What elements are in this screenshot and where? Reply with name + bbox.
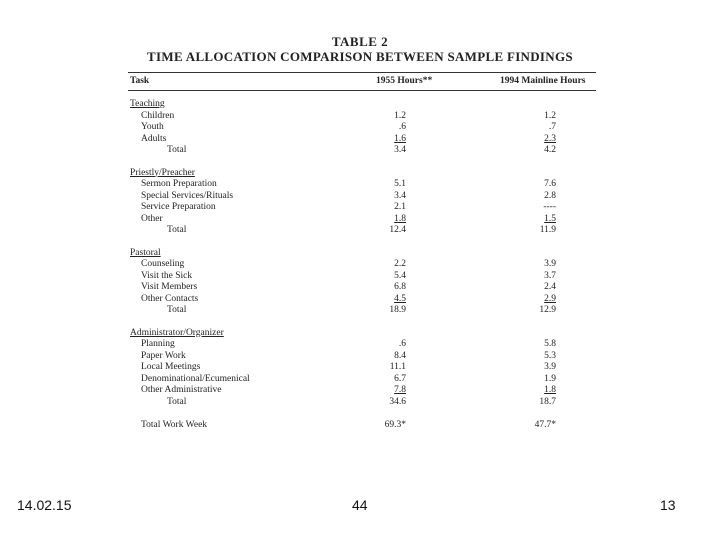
section-heading xyxy=(0,98,720,110)
row-label: Total xyxy=(167,225,187,235)
value-1994: 4.2 xyxy=(544,145,556,155)
row-label: Adults xyxy=(141,133,167,144)
value-1955: 1.6 xyxy=(394,133,406,144)
value-1994: 1.2 xyxy=(544,110,556,121)
value-1955: 69.3* xyxy=(384,420,406,430)
value-1994: ---- xyxy=(543,202,556,212)
value-1955: 5.1 xyxy=(394,179,406,189)
section-heading xyxy=(0,247,720,259)
row-label: Sermon Preparation xyxy=(141,179,217,189)
total-row xyxy=(0,144,720,156)
value-1994: 3.9 xyxy=(544,362,556,372)
value-1955: .6 xyxy=(398,122,406,132)
value-1994: 2.9 xyxy=(544,293,556,304)
table-row xyxy=(0,121,720,133)
row-label: Priestly/Preacher xyxy=(130,167,195,178)
row-label: Total xyxy=(167,396,187,407)
footer-page-number: 13 xyxy=(660,497,676,513)
value-1994: 11.9 xyxy=(539,225,556,235)
row-label: Denominational/Ecumenical xyxy=(141,373,250,384)
header-1955: 1955 Hours** xyxy=(376,76,433,86)
value-1994: 18.7 xyxy=(539,396,556,407)
value-1994: .7 xyxy=(548,122,556,132)
value-1955: 4.5 xyxy=(394,293,406,304)
table-row xyxy=(0,258,720,270)
section-heading xyxy=(0,167,720,179)
table-row xyxy=(0,270,720,282)
value-1955: 3.4 xyxy=(394,190,406,201)
table-subtitle: TIME ALLOCATION COMPARISON BETWEEN SAMPLE FINDINGS xyxy=(147,49,573,64)
total-row xyxy=(0,304,720,316)
value-1955: 1.8 xyxy=(394,213,406,224)
header-1994: 1994 Mainline Hours xyxy=(500,76,586,86)
row-label: Pastoral xyxy=(130,247,161,258)
value-1994: 1.8 xyxy=(544,385,556,395)
table-row xyxy=(0,373,720,385)
row-label: Local Meetings xyxy=(141,362,201,372)
value-1955: 5.4 xyxy=(394,270,406,281)
row-label: Paper Work xyxy=(141,350,186,361)
row-label: Other Contacts xyxy=(141,293,199,304)
value-1994: 1.9 xyxy=(544,373,556,384)
row-label: Planning xyxy=(141,339,175,349)
value-1955: 34.6 xyxy=(389,396,406,407)
table-title: TABLE 2 xyxy=(331,34,389,49)
value-1994: 1.5 xyxy=(544,213,556,224)
header-task: Task xyxy=(130,76,150,86)
value-1955: 6.8 xyxy=(394,282,406,292)
row-label: Teaching xyxy=(130,99,165,109)
table-row xyxy=(0,293,720,305)
value-1994: 5.3 xyxy=(544,350,556,361)
value-1955: 2.1 xyxy=(394,202,406,212)
value-1955: 8.4 xyxy=(394,350,406,361)
footer-center: 44 xyxy=(352,497,368,513)
row-label: Special Services/Rituals xyxy=(141,190,234,201)
table-row xyxy=(0,338,720,350)
row-label: Visit Members xyxy=(141,282,198,292)
table-row xyxy=(0,384,720,396)
value-1955: 12.4 xyxy=(389,225,406,235)
row-label: Total Work Week xyxy=(141,420,208,430)
value-1994: 12.9 xyxy=(539,305,556,315)
value-1955: .6 xyxy=(398,339,406,349)
row-label: Service Preparation xyxy=(141,202,216,212)
row-label: Visit the Sick xyxy=(141,270,193,281)
footer-date: 14.02.15 xyxy=(17,497,72,513)
row-label: Other Administrative xyxy=(141,385,222,395)
table-row xyxy=(0,201,720,213)
value-1994: 3.7 xyxy=(544,270,556,281)
row-label: Other xyxy=(141,213,163,224)
table-row xyxy=(0,110,720,122)
row-label: Counseling xyxy=(141,259,185,269)
row-label: Children xyxy=(141,110,175,121)
value-1955: 3.4 xyxy=(394,145,406,155)
value-1994: 3.9 xyxy=(544,259,556,269)
table-row xyxy=(0,281,720,293)
value-1994: 5.8 xyxy=(544,339,556,349)
row-label: Administrator/Organizer xyxy=(130,327,224,338)
row-label: Total xyxy=(167,305,187,315)
value-1955: 2.2 xyxy=(394,259,406,269)
value-1955: 18.9 xyxy=(389,305,406,315)
total-row xyxy=(0,396,720,408)
table-row xyxy=(0,213,720,225)
grand-total-row xyxy=(0,419,720,431)
total-row xyxy=(0,224,720,236)
table-row xyxy=(0,361,720,373)
value-1994: 47.7* xyxy=(534,420,556,430)
value-1994: 2.4 xyxy=(544,282,556,292)
section-heading xyxy=(0,327,720,339)
value-1955: 11.1 xyxy=(389,362,406,372)
value-1994: 2.8 xyxy=(544,190,556,201)
table-row xyxy=(0,190,720,202)
table-row xyxy=(0,350,720,362)
row-label: Youth xyxy=(141,122,164,132)
value-1955: 7.8 xyxy=(394,385,406,395)
value-1994: 7.6 xyxy=(544,179,556,189)
value-1994: 2.3 xyxy=(544,133,556,144)
table-row xyxy=(0,178,720,190)
value-1955: 6.7 xyxy=(394,373,406,384)
value-1955: 1.2 xyxy=(394,110,406,121)
table-row xyxy=(0,133,720,145)
row-label: Total xyxy=(167,145,187,155)
